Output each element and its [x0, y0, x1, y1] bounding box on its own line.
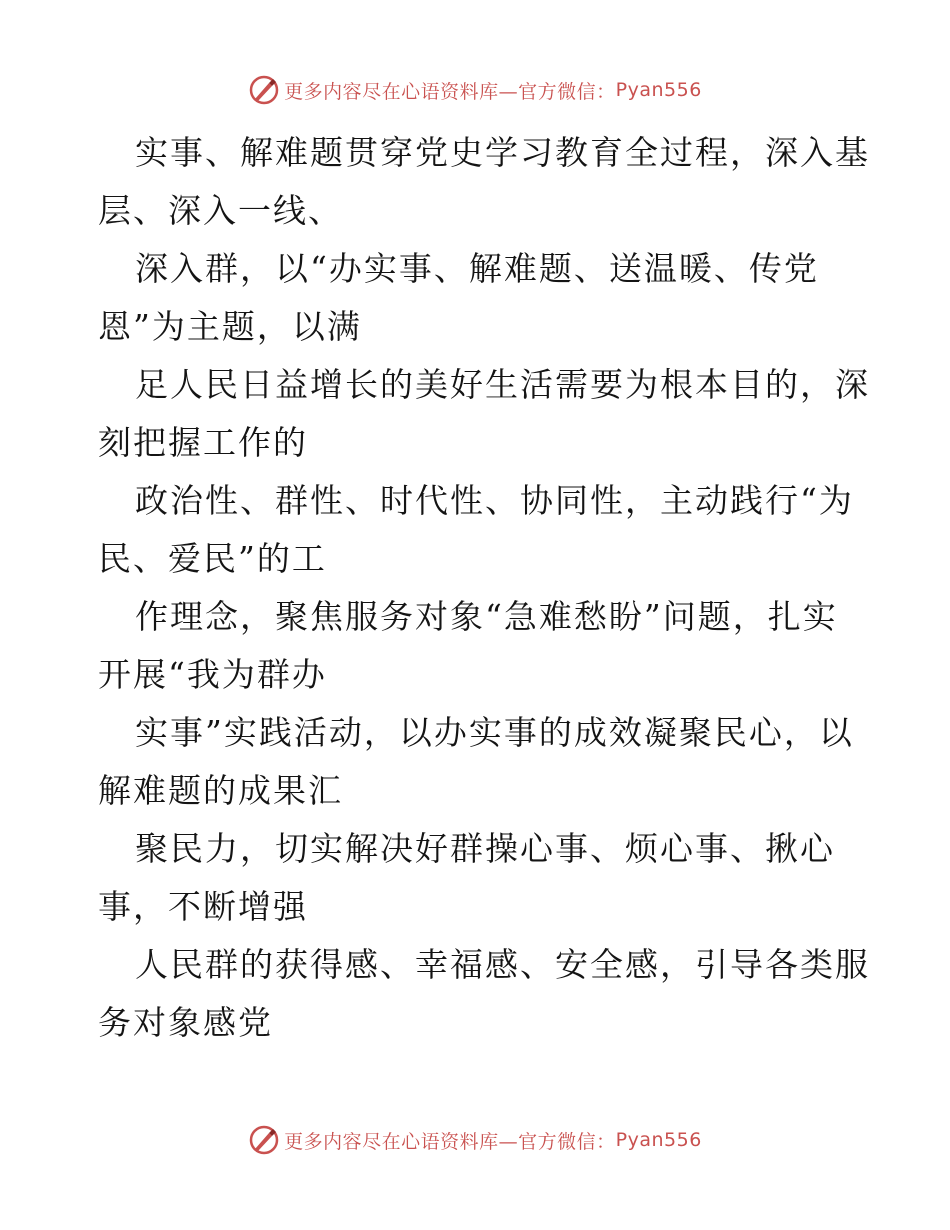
document-body [98, 124, 870, 1052]
header-watermark [0, 70, 950, 110]
watermark-text: 更多内容尽在心语资料库—官方微信： [284, 1130, 616, 1153]
paragraph [98, 936, 870, 1052]
paragraph [98, 124, 870, 240]
text-line: 政治性、群性、时代性、协同性，主动践行“为 [135, 481, 854, 520]
text-line: 事，不断增强 [98, 887, 308, 926]
text-line: 作理念，聚焦服务对象“急难愁盼”问题，扎实 [135, 597, 838, 636]
watermark-wechat-id: Pyan556 [615, 79, 702, 101]
pen-logo-icon [248, 1124, 280, 1156]
text-line: 人民群的获得感、幸福感、安全感，引导各类服 [135, 945, 870, 984]
text-line: 层、深入一线、 [98, 191, 343, 230]
paragraph [98, 472, 854, 588]
footer-watermark [0, 1120, 950, 1160]
pen-logo-icon [248, 74, 280, 106]
paragraph [98, 704, 854, 820]
text-line: 恩”为主题，以满 [98, 307, 362, 346]
text-line: 解难题的成果汇 [98, 771, 343, 810]
text-line: 聚民力，切实解决好群操心事、烦心事、揪心 [135, 829, 835, 868]
watermark-text: 更多内容尽在心语资料库—官方微信： [284, 80, 616, 103]
text-line: 民、爱民”的工 [98, 539, 327, 578]
text-line: 足人民日益增长的美好生活需要为根本目的，深 [135, 365, 870, 404]
text-line: 刻把握工作的 [98, 423, 308, 462]
text-line: 实事”实践活动，以办实事的成效凝聚民心，以 [135, 713, 854, 752]
text-line: 务对象感党 [98, 1003, 273, 1042]
text-line: 实事、解难题贯穿党史学习教育全过程，深入基 [135, 133, 870, 172]
paragraph [98, 356, 870, 472]
paragraph [98, 588, 850, 704]
paragraph [98, 820, 850, 936]
paragraph [98, 240, 850, 356]
text-line: 深入群，以“办实事、解难题、送温暖、传党 [135, 249, 819, 288]
text-line: 开展“我为群办 [98, 655, 327, 694]
watermark-wechat-id: Pyan556 [615, 1129, 702, 1151]
